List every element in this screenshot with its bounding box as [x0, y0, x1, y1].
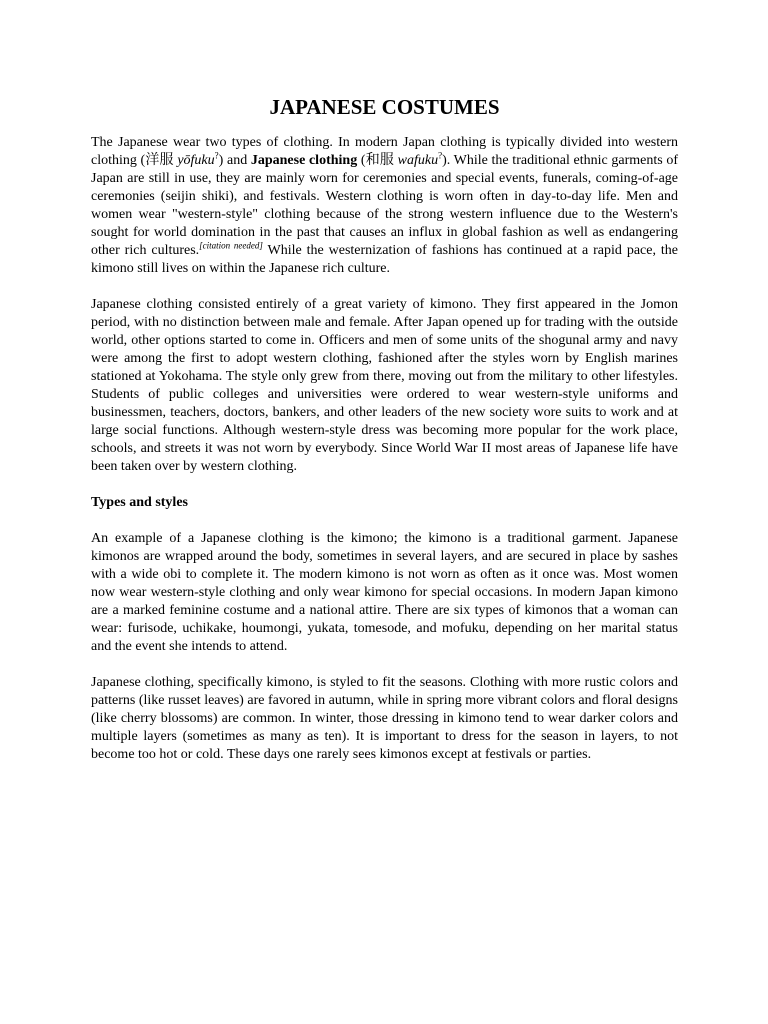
- yofuku-kanji: 洋服: [145, 153, 178, 168]
- intro-text-b: ) and: [218, 153, 251, 168]
- citation-needed: [citation needed]: [199, 240, 263, 251]
- paragraph-history: Japanese clothing consisted entirely of a great variety of kimono. They first appeared in the Jomon period, with no distinction between male and female. After Japan opened up for trading with the outside world, other options started to come in. Officers and men of some units of the shogunal army and navy were among the first to adopt western clothing, fashioned after the styles worn by English marines stationed at Yokohama. The style only grew from there, moving out from the military to other lifestyles. Students of public colleges and universities were ordered to wear western-style uniforms and businessmen, teachers, doctors, bankers, and other leaders of the new society wore suits to work and at large social functions. Although western-style dress was becoming more popular for the work place, schools, and streets it was not worn by everybody. Since World War II most areas of Japanese life have been taken over by western clothing.: [91, 297, 678, 474]
- intro-text-e: While the westernization of fashions has continued at a rapid pace, the kimono still lives on within the Japanese rich culture.: [91, 243, 678, 276]
- section-heading-types-and-styles: Types and styles: [91, 495, 188, 510]
- help-mark-1: ?: [214, 150, 219, 161]
- document-title: JAPANESE COSTUMES: [269, 95, 500, 119]
- intro-text-d: ). While the traditional ethnic garments of Japan are still in use, they are mainly worn for ceremonies and special events, funerals, coming-of-age ceremonies (seijin shiki), and festivals. Western clothing is worn often in day-to-day life. Men and women wear "western-style" clothing because of the strong western influence due to the Western's sought for world domination in the past that causes an influx in global fashion as well as endangering other rich cultures.: [91, 153, 678, 258]
- intro-text-c: (: [357, 153, 366, 168]
- document-page: [91, 94, 678, 782]
- help-mark-2: ?: [438, 150, 443, 161]
- wafuku-romaji: wafuku: [397, 153, 439, 168]
- wafuku-kanji: 和服: [365, 153, 398, 168]
- intro-text-a: The Japanese wear two types of clothing. In modern Japan clothing is typically divided into western clothing (: [91, 135, 678, 168]
- paragraph-intro: [91, 134, 678, 278]
- paragraph-seasons: Japanese clothing, specifically kimono, is styled to fit the seasons. Clothing with more rustic colors and patterns (like russet leaves) are favored in autumn, while in spring more vibrant colors and floral designs (like cherry blossoms) are common. In winter, those dressing in kimono tend to wear darker colors and multiple layers (sometimes as many as ten). It is important to dress for the season in layers, to not become too hot or cold. These days one rarely sees kimonos except at festivals or parties.: [91, 675, 678, 762]
- japanese-clothing-term: Japanese clothing: [250, 153, 358, 168]
- yofuku-romaji: yōfuku: [177, 153, 215, 168]
- paragraph-kimono: An example of a Japanese clothing is the kimono; the kimono is a traditional garment. Japanese kimonos are wrapped around the body, sometimes in several layers, and are secured in place by sashes with a wide obi to complete it. The modern kimono is not worn as often as it once was. Most women now wear western-style clothing and only wear kimono for special occasions. In modern Japan kimono are a marked feminine costume and a national attire. There are six types of kimonos that a woman can wear: furisode, uchikake, houmongi, yukata, tomesode, and mofuku, depending on her marital status and the event she intends to attend.: [91, 531, 678, 654]
